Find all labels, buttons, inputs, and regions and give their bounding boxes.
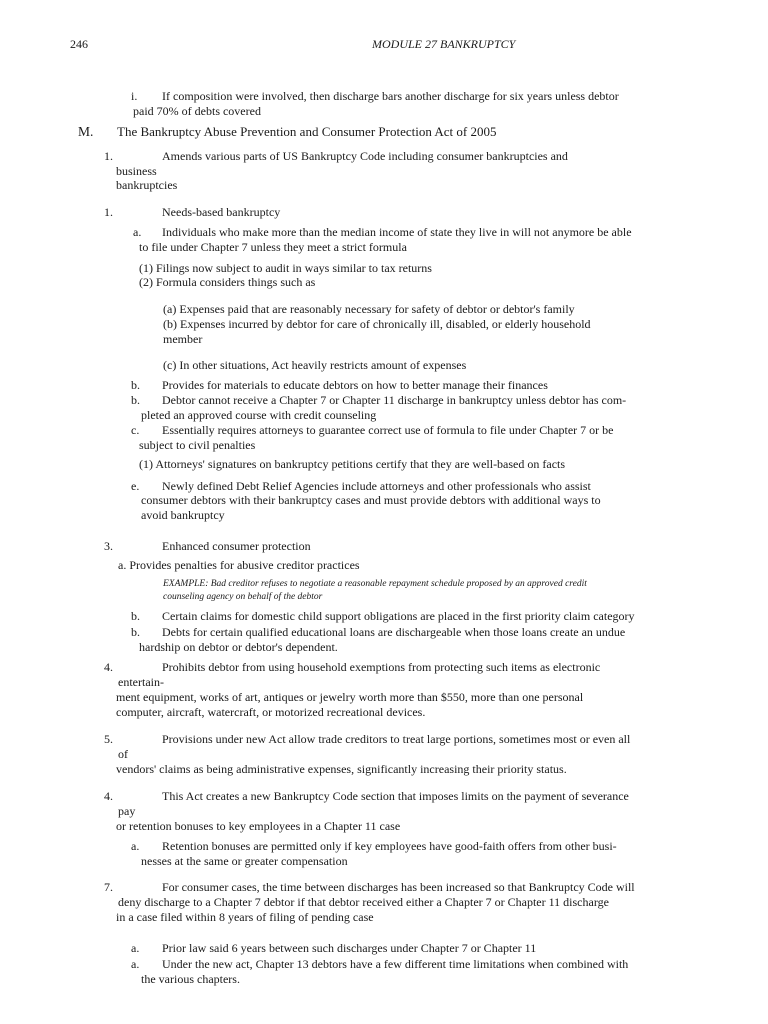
text-line: member xyxy=(163,332,203,346)
item-marker: a. xyxy=(131,957,140,971)
text-line: vendors' claims as being administrative expenses, significantly increasing their priority status. xyxy=(116,762,567,776)
example-line: EXAMPLE: Bad creditor refuses to negotiate a reasonable repayment schedule proposed by an approved credit xyxy=(163,579,587,589)
text-line: Provisions under new Act allow trade creditors to treat large portions, sometimes most or even all xyxy=(162,732,631,746)
text-line: For consumer cases, the time between discharges has been increased so that Bankruptcy Code will xyxy=(162,880,635,894)
text-line: nesses at the same or greater compensation xyxy=(141,854,348,868)
text-line: Provides for materials to educate debtors on how to better manage their finances xyxy=(162,378,548,392)
text-line: (a) Expenses paid that are reasonably necessary for safety of debtor or debtor's family xyxy=(163,302,575,316)
text-line: (2) Formula considers things such as xyxy=(139,275,316,289)
text-line: (c) In other situations, Act heavily restricts amount of expenses xyxy=(163,358,467,372)
text-line: If composition were involved, then discharge bars another discharge for six years unless debtor xyxy=(162,89,619,103)
item-marker: e. xyxy=(131,479,140,493)
text-line: in a case filed within 8 years of filing of pending case xyxy=(116,910,374,924)
text-line: bankruptcies xyxy=(116,178,178,192)
text-line: business xyxy=(116,164,157,178)
text-line: of xyxy=(118,747,128,761)
text-line: Prohibits debtor from using household exemptions from protecting such items as electronic xyxy=(162,660,601,674)
text-line: Retention bonuses are permitted only if key employees have good-faith offers from other busi- xyxy=(162,839,617,853)
item-marker: a. xyxy=(133,225,142,239)
text-line: Individuals who make more than the median income of state they live in will not anymore be able xyxy=(162,225,632,239)
text-line: (1) Filings now subject to audit in ways similar to tax returns xyxy=(139,261,432,275)
text-line: deny discharge to a Chapter 7 debtor if that debtor received either a Chapter 7 or Chapter 11 discharge xyxy=(118,895,609,909)
running-title: MODULE 27 BANKRUPTCY xyxy=(372,37,516,51)
text-line: hardship on debtor or debtor's dependent. xyxy=(139,640,338,654)
text-line: pay xyxy=(118,804,136,818)
text-line: or retention bonuses to key employees in a Chapter 11 case xyxy=(116,819,401,833)
item-marker: 7. xyxy=(104,880,113,894)
item-marker: b. xyxy=(131,393,140,407)
text-line: Enhanced consumer protection xyxy=(162,539,311,553)
text-line: Newly defined Debt Relief Agencies include attorneys and other professionals who assist xyxy=(162,479,591,493)
text-line: computer, aircraft, watercraft, or motorized recreational devices. xyxy=(116,705,426,719)
text-line: (b) Expenses incurred by debtor for care of chronically ill, disabled, or elderly household xyxy=(163,317,591,331)
text-line: entertain- xyxy=(118,675,164,689)
text-line: Amends various parts of US Bankruptcy Code including consumer bankruptcies and xyxy=(162,149,568,163)
item-marker: b. xyxy=(131,625,140,639)
item-marker: a. xyxy=(131,839,140,853)
text-line: (1) Attorneys' signatures on bankruptcy petitions certify that they are well-based on facts xyxy=(139,457,566,471)
text-line: Certain claims for domestic child support obligations are placed in the first priority claim category xyxy=(162,609,635,623)
text-line: consumer debtors with their bankruptcy cases and must provide debtors with additional ways to xyxy=(141,493,601,507)
item-marker: 5. xyxy=(104,732,113,746)
text-line: subject to civil penalties xyxy=(139,438,256,452)
item-marker: 1. xyxy=(104,205,113,219)
text-line: Essentially requires attorneys to guarantee correct use of formula to file under Chapter 7 or be xyxy=(162,423,614,437)
text-line: This Act creates a new Bankruptcy Code section that imposes limits on the payment of severance xyxy=(162,789,629,803)
text-line: a. Provides penalties for abusive creditor practices xyxy=(118,558,360,572)
item-marker: i. xyxy=(131,89,138,103)
text-line: the various chapters. xyxy=(141,972,240,986)
page-number: 246 xyxy=(70,37,88,51)
text-line: Under the new act, Chapter 13 debtors have a few different time limitations when combined with xyxy=(162,957,629,971)
text-line: to file under Chapter 7 unless they meet a strict formula xyxy=(139,240,407,254)
text-line: paid 70% of debts covered xyxy=(133,104,261,118)
text-line: Prior law said 6 years between such discharges under Chapter 7 or Chapter 11 xyxy=(162,941,537,955)
item-marker: 3. xyxy=(104,539,113,553)
text-line: ment equipment, works of art, antiques or jewelry worth more than $550, more than one personal xyxy=(116,690,584,704)
item-marker: a. xyxy=(131,941,140,955)
item-marker: 4. xyxy=(104,660,113,674)
text-line: Needs-based bankruptcy xyxy=(162,205,281,219)
item-marker: 4. xyxy=(104,789,113,803)
section-heading: The Bankruptcy Abuse Prevention and Consumer Protection Act of 2005 xyxy=(117,124,497,139)
example-line: counseling agency on behalf of the debtor xyxy=(163,592,323,602)
item-marker: c. xyxy=(131,423,140,437)
section-marker: M. xyxy=(78,124,94,139)
item-marker: b. xyxy=(131,609,140,623)
text-line: Debts for certain qualified educational loans are dischargeable when those loans create an undue xyxy=(162,625,626,639)
item-marker: 1. xyxy=(104,149,113,163)
text-line: pleted an approved course with credit counseling xyxy=(141,408,377,422)
item-marker: b. xyxy=(131,378,140,392)
text-line: Debtor cannot receive a Chapter 7 or Chapter 11 discharge in bankruptcy unless debtor has com- xyxy=(162,393,627,407)
text-line: avoid bankruptcy xyxy=(141,508,225,522)
